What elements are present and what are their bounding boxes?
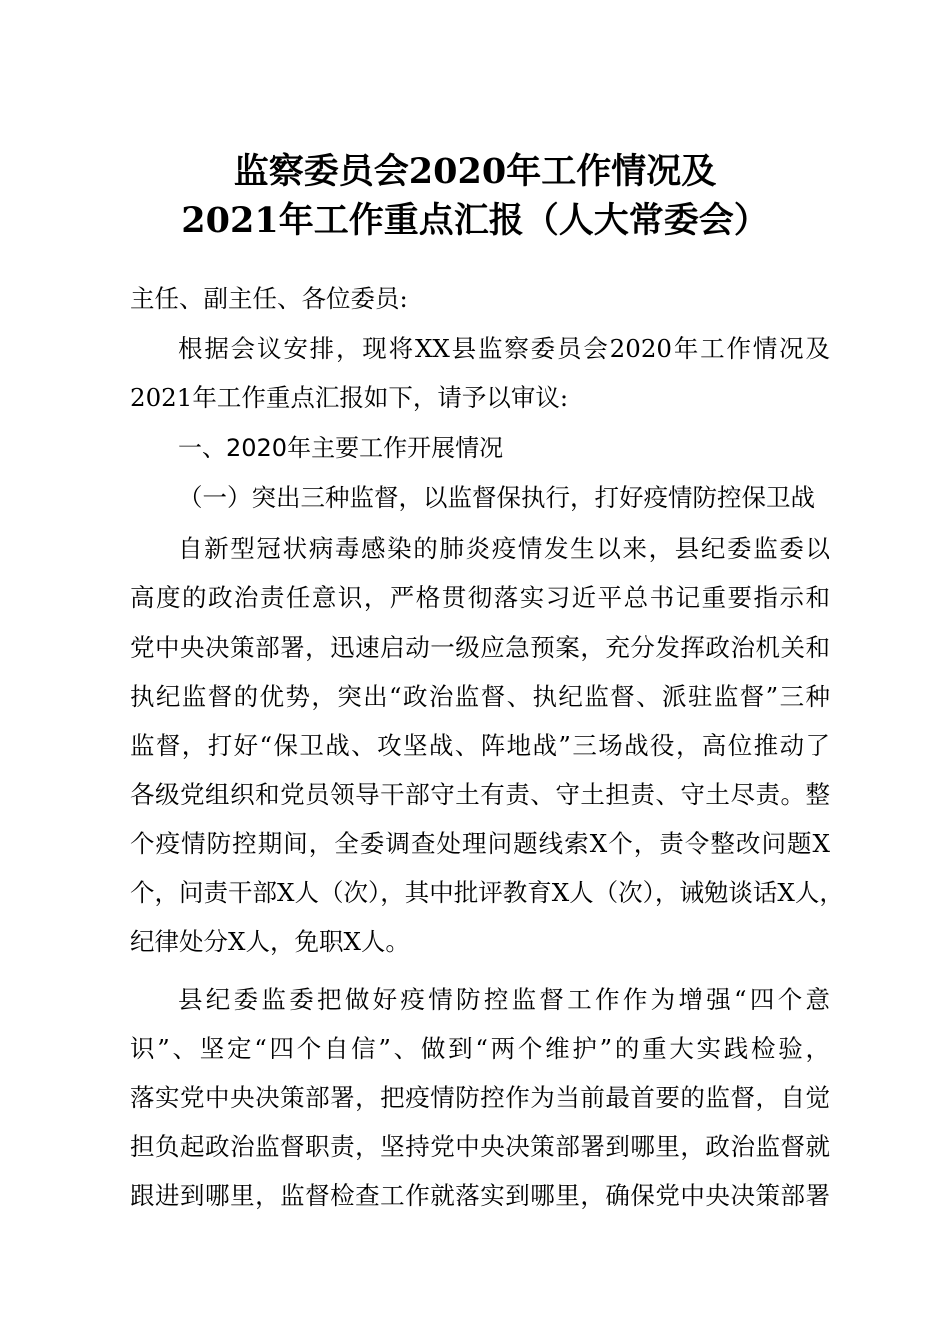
section-subheading: （一）突出三种监督，以监督保执行，打好疫情防控保卫战 xyxy=(178,483,815,512)
paragraph-1-line: 个，问责干部X人（次），其中批评教育X人（次），诫勉谈话X人， xyxy=(130,878,844,907)
paragraph-2-line: 落实党中央决策部署，把疫情防控作为当前最首要的监督，自觉 xyxy=(130,1083,830,1112)
intro-line-1: 根据会议安排，现将XX县监察委员会2020年工作情况及 xyxy=(178,334,830,363)
document-title-line-1: 监察委员会2020年工作情况及 xyxy=(233,151,717,192)
paragraph-2-line: 识”、坚定“四个自信”、做到“两个维护”的重大实践检验， xyxy=(130,1034,830,1063)
paragraph-1-line: 监督，打好“保卫战、攻坚战、阵地战”三场战役，高位推动了 xyxy=(130,731,830,760)
paragraph-1-line: 个疫情防控期间，全委调查处理问题线索X个，责令整改问题X xyxy=(130,829,830,858)
document-title-line-2: 2021年工作重点汇报（人大常委会） xyxy=(181,200,769,241)
paragraph-1-line: 执纪监督的优势，突出“政治监督、执纪监督、派驻监督”三种 xyxy=(130,682,830,711)
paragraph-1-line: 高度的政治责任意识，严格贯彻落实习近平总书记重要指示和 xyxy=(130,583,830,612)
paragraph-1-line: 纪律处分X人，免职X人。 xyxy=(130,927,410,956)
paragraph-1-line: 自新型冠状病毒感染的肺炎疫情发生以来，县纪委监委以 xyxy=(178,534,830,563)
paragraph-2-line: 担负起政治监督职责，坚持党中央决策部署到哪里，政治监督就 xyxy=(130,1132,830,1161)
intro-line-2: 2021年工作重点汇报如下，请予以审议: xyxy=(130,383,569,412)
paragraph-2-line: 跟进到哪里，监督检查工作就落实到哪里，确保党中央决策部署 xyxy=(130,1181,830,1210)
greeting: 主任、副主任、各位委员: xyxy=(130,284,408,313)
section-heading: 一、2020年主要工作开展情况 xyxy=(178,434,504,462)
paragraph-1-line: 各级党组织和党员领导干部守土有责、守土担责、守土尽责。整 xyxy=(130,780,830,809)
paragraph-2-line: 县纪委监委把做好疫情防控监督工作作为增强“四个意 xyxy=(178,985,830,1014)
paragraph-1-line: 党中央决策部署，迅速启动一级应急预案，充分发挥政治机关和 xyxy=(130,633,830,662)
